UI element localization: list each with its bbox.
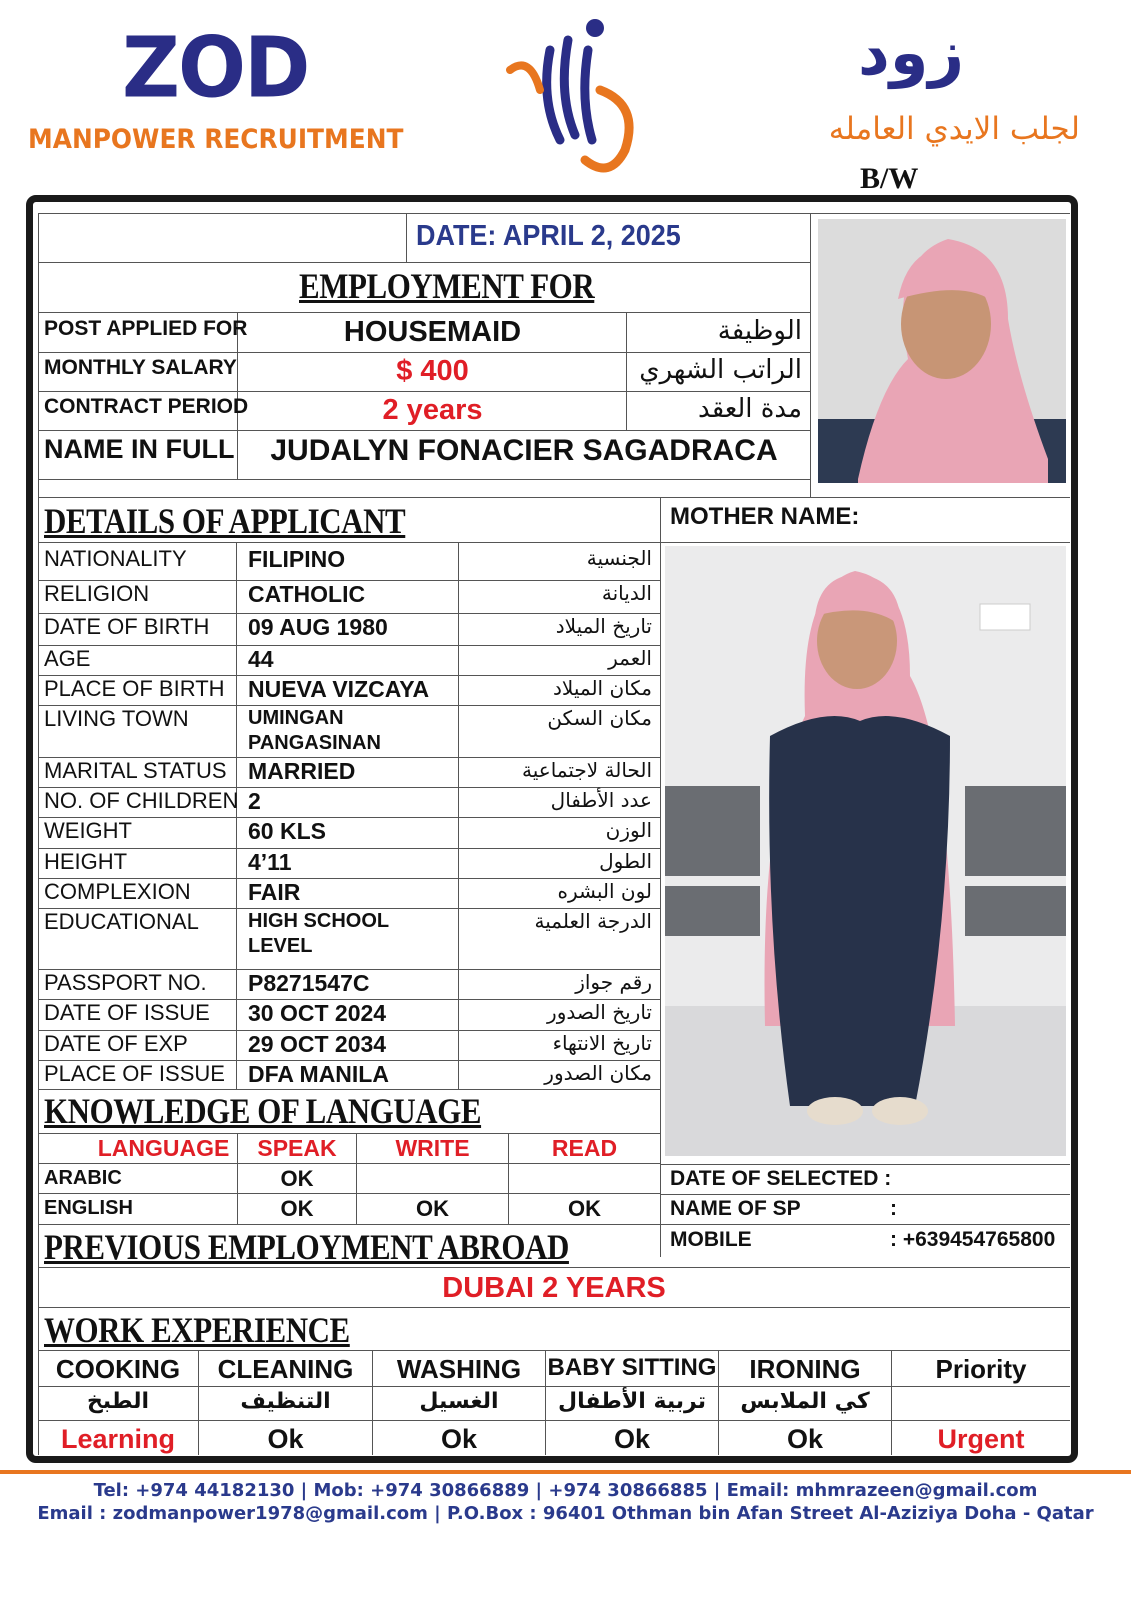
- detail-label: PLACE OF BIRTH: [44, 676, 225, 701]
- detail-label: RELIGION: [44, 581, 150, 606]
- work-cooking: COOKING: [55, 1354, 181, 1384]
- detail-label: EDUCATIONAL: [44, 909, 199, 934]
- work-cleaning-arabic: التنظيف: [240, 1389, 331, 1414]
- contract-label: CONTRACT PERIOD: [44, 395, 249, 418]
- footer-contact-line-2: Email : zodmanpower1978@gmail.com | P.O.Box : 96401 Othman bin Afan Street Al-Aziziya Doha - Qatar: [37, 1503, 1094, 1524]
- detail-arabic-label: تاريخ الميلاد: [555, 614, 652, 638]
- previous-employment-value: DUBAI 2 YEARS: [442, 1272, 666, 1304]
- detail-value: 29 OCT 2034: [248, 1031, 387, 1057]
- detail-value: 2: [248, 788, 261, 814]
- salary-label: MONTHLY SALARY: [44, 356, 237, 379]
- previous-employment-title: PREVIOUS EMPLOYMENT ABROAD: [44, 1227, 569, 1267]
- detail-label: PASSPORT NO.: [44, 970, 207, 995]
- detail-arabic-label: الحالة لاجتماعية: [522, 758, 652, 782]
- detail-arabic-label: مكان الميلاد: [553, 676, 652, 700]
- detail-value: 09 AUG 1980: [248, 614, 388, 640]
- lang-arabic-label: ARABIC: [44, 1167, 122, 1189]
- detail-label: NO. OF CHILDREN: [44, 788, 239, 813]
- work-ironing: IRONING: [749, 1354, 861, 1384]
- detail-value: NUEVA VIZCAYA: [248, 676, 430, 702]
- applicant-portrait-photo: [818, 219, 1066, 483]
- salary-arabic: الراتب الشهري: [639, 355, 802, 385]
- detail-label: AGE: [44, 646, 91, 671]
- detail-value-line2: LEVEL: [248, 935, 313, 957]
- detail-label: HEIGHT: [44, 849, 128, 874]
- detail-value: 60 KLS: [248, 818, 326, 844]
- sp-name-colon: :: [890, 1197, 897, 1220]
- work-cleaning: CLEANING: [217, 1354, 354, 1384]
- detail-value: 44: [248, 646, 274, 672]
- detail-arabic-label: الجنسية: [586, 546, 652, 570]
- employment-title: EMPLOYMENT FOR: [299, 266, 595, 306]
- detail-arabic-label: الوزن: [605, 818, 652, 842]
- lang-english-write: OK: [416, 1196, 449, 1221]
- detail-label: LIVING TOWN: [44, 706, 189, 731]
- detail-arabic-label: الديانة: [601, 581, 652, 605]
- footer-contact-line-1: Tel: +974 44182130 | Mob: +974 30866889 | +974 30866885 | Email: mhmrazeen@gmail.com: [93, 1480, 1038, 1501]
- detail-arabic-label: الطول: [599, 849, 652, 873]
- detail-arabic-label: العمر: [608, 646, 652, 670]
- work-cooking-level: Learning: [60, 1424, 175, 1454]
- work-ironing-arabic: كي الملابس: [740, 1389, 870, 1414]
- arabic-brand-subtitle: لجلب الايدي العامله: [828, 111, 1080, 147]
- lang-header-write: WRITE: [395, 1135, 470, 1161]
- detail-value: HIGH SCHOOL: [248, 910, 390, 932]
- name-label: NAME IN FULL: [44, 434, 235, 464]
- detail-label: WEIGHT: [44, 818, 132, 843]
- post-label: POST APPLIED FOR: [44, 317, 248, 340]
- detail-value: FILIPINO: [248, 546, 346, 572]
- mother-name-label: MOTHER NAME:: [670, 503, 860, 530]
- details-title: DETAILS OF APPLICANT: [44, 501, 406, 541]
- date-selected-label: DATE OF SELECTED :: [670, 1167, 892, 1190]
- salary-value: $ 400: [396, 355, 469, 387]
- work-baby-sitting-arabic: تربية الأطفال: [557, 1389, 707, 1414]
- form-code: B/W: [860, 162, 919, 195]
- detail-arabic-label: عدد الأطفال: [550, 788, 652, 812]
- lang-header-language: LANGUAGE: [97, 1135, 230, 1161]
- brand-logo-text: ZOD: [122, 18, 309, 117]
- detail-label: DATE OF BIRTH: [44, 614, 210, 639]
- detail-value-line2: PANGASINAN: [248, 732, 381, 754]
- work-baby-sitting: BABY SITTING: [547, 1354, 717, 1381]
- detail-arabic-label: تاريخ الانتهاء: [552, 1031, 652, 1055]
- lang-english-label: ENGLISH: [44, 1197, 133, 1219]
- detail-label: COMPLEXION: [44, 879, 191, 904]
- footer-divider: [0, 1470, 1131, 1474]
- arabic-brand-logo: زود: [858, 16, 965, 89]
- detail-arabic-label: تاريخ الصدور: [547, 1000, 652, 1024]
- detail-arabic-label: مكان السكن: [547, 706, 652, 730]
- post-value: HOUSEMAID: [343, 316, 522, 348]
- details-row-divider: [38, 1089, 660, 1090]
- detail-value: UMINGAN: [248, 707, 344, 729]
- detail-value: FAIR: [248, 879, 301, 905]
- detail-value: MARRIED: [248, 758, 356, 784]
- mobile-label: MOBILE: [670, 1228, 752, 1251]
- brand-subtitle: MANPOWER RECRUITMENT: [28, 124, 404, 155]
- detail-label: MARITAL STATUS: [44, 758, 227, 783]
- mobile-value: : +639454765800: [890, 1228, 1056, 1251]
- work-washing-level: Ok: [440, 1424, 478, 1454]
- work-priority-level: Urgent: [937, 1424, 1025, 1454]
- post-arabic: الوظيفة: [717, 316, 802, 346]
- detail-value: P8271547C: [248, 970, 370, 996]
- detail-label: DATE OF ISSUE: [44, 1000, 210, 1025]
- work-cleaning-level: Ok: [267, 1424, 304, 1454]
- work-cooking-arabic: الطبخ: [86, 1389, 150, 1414]
- lang-arabic-speak: OK: [280, 1166, 314, 1191]
- details-row-divider: [38, 848, 660, 849]
- detail-label: PLACE OF ISSUE: [44, 1061, 225, 1086]
- language-title: KNOWLEDGE OF LANGUAGE: [44, 1091, 482, 1131]
- name-value: JUDALYN FONACIER SAGADRACA: [270, 434, 778, 467]
- detail-label: NATIONALITY: [44, 546, 187, 571]
- lang-english-speak: OK: [280, 1196, 314, 1221]
- lang-english-read: OK: [568, 1196, 601, 1221]
- form-date: DATE: APRIL 2, 2025: [416, 220, 681, 252]
- work-priority: Priority: [935, 1354, 1027, 1384]
- contract-value: 2 years: [382, 394, 483, 426]
- detail-arabic-label: لون البشره: [557, 879, 652, 903]
- detail-arabic-label: رقم جواز: [575, 970, 652, 994]
- detail-value: 30 OCT 2024: [248, 1000, 387, 1026]
- lang-header-speak: SPEAK: [257, 1135, 337, 1161]
- applicant-full-photo: [665, 546, 1066, 1156]
- detail-value: CATHOLIC: [248, 581, 366, 607]
- work-baby-sitting-level: Ok: [613, 1424, 651, 1454]
- detail-value: 4’11: [248, 849, 292, 875]
- detail-label: DATE OF EXP: [44, 1031, 188, 1056]
- detail-arabic-label: الدرجة العلمية: [534, 909, 652, 933]
- work-washing: WASHING: [396, 1354, 522, 1384]
- details-row-divider: [38, 645, 660, 646]
- work-ironing-level: Ok: [786, 1424, 824, 1454]
- detail-arabic-label: مكان الصدور: [544, 1061, 652, 1085]
- work-washing-arabic: الغسيل: [419, 1389, 499, 1414]
- work-experience-title: WORK EXPERIENCE: [44, 1310, 350, 1350]
- sp-name-label: NAME OF SP: [670, 1197, 801, 1220]
- contract-arabic: مدة العقد: [698, 394, 802, 424]
- company-logo-icon: [500, 10, 670, 180]
- lang-header-read: READ: [551, 1135, 618, 1161]
- detail-value: DFA MANILA: [248, 1061, 389, 1087]
